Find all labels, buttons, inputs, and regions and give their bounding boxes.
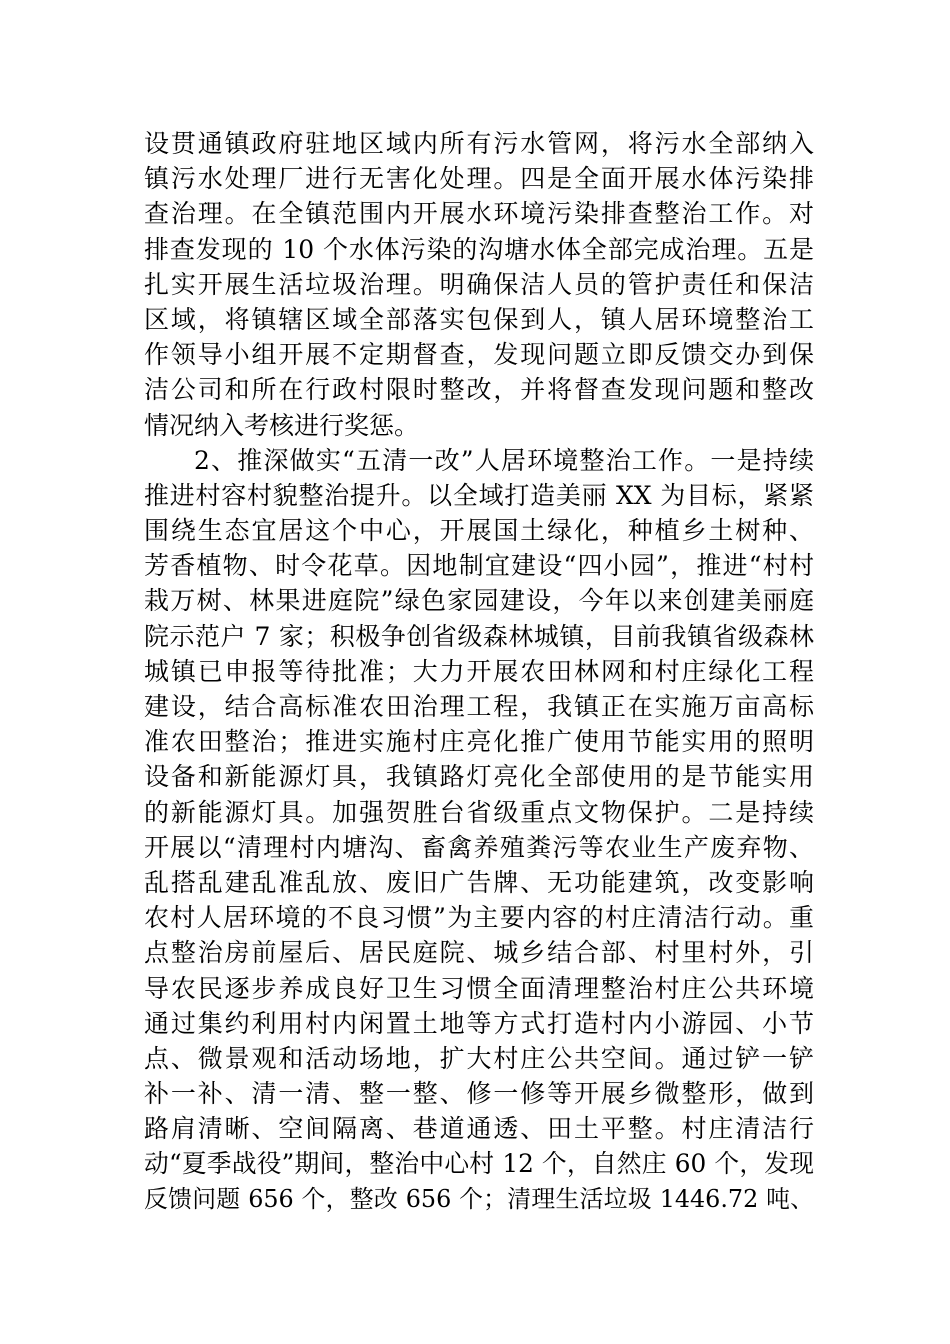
text-line: 点整治房前屋后、居民庭院、城乡结合部、村里村外，引: [144, 938, 814, 968]
text-line: 开展以“清理村内塘沟、畜禽养殖粪污等农业生产废弃物、: [144, 832, 814, 862]
text-line: 区域，将镇辖区域全部落实包保到人，镇人居环境整治工: [144, 304, 814, 334]
paragraph-end-line: 情况纳入考核进行奖惩。: [144, 410, 420, 440]
text-line: 点、微景观和活动场地，扩大村庄公共空间。通过铲一铲: [144, 1043, 814, 1073]
text-line: 建设，结合高标准农田治理工程，我镇正在实施万亩高标: [144, 692, 814, 721]
text-line: 洁公司和所在行政村限时整改，并将督查发现问题和整改: [144, 375, 814, 405]
text-line: 通过集约利用村内闲置土地等方式打造村内小游园、小节: [144, 1008, 814, 1038]
text-line: 扎实开展生活垃圾治理。明确保洁人员的管护责任和保洁: [144, 269, 814, 299]
text-line: 芳香植物、时令花草。因地制宜建设“四小园”，推进“村村: [144, 551, 814, 581]
text-line: 围绕生态宜居这个中心，开展国土绿化，种植乡土树种、: [144, 516, 814, 546]
body-text: [144, 126, 814, 1217]
text-line: 镇污水处理厂进行无害化处理。四是全面开展水体污染排: [144, 164, 814, 194]
text-line: 设备和新能源灯具，我镇路灯亮化全部使用的是节能实用: [144, 762, 814, 792]
text-line: 乱搭乱建乱准乱放、废旧广告牌、无功能建筑，改变影响: [144, 867, 814, 897]
text-line: 查治理。在全镇范围内开展水环境污染排查整治工作。对: [144, 199, 814, 229]
text-line: 城镇已申报等待批准；大力开展农田林网和村庄绿化工程: [144, 656, 814, 686]
text-line: 反馈问题 656 个，整改 656 个；清理生活垃圾 1446.72 吨、: [144, 1184, 814, 1213]
text-line: 准农田整治；推进实施村庄亮化推广使用节能实用的照明: [144, 727, 814, 757]
text-line: 栽万树、林果进庭院”绿色家园建设，今年以来创建美丽庭: [144, 586, 814, 616]
text-line: 作领导小组开展不定期督查，发现问题立即反馈交办到保: [144, 340, 814, 370]
text-line: 路肩清晰、空间隔离、巷道通透、田土平整。村庄清洁行: [144, 1114, 814, 1144]
paragraph-first-line: 2、推深做实“五清一改”人居环境整治工作。一是持续: [194, 445, 814, 475]
text-line: 补一补、清一清、整一整、修一修等开展乡微整形，做到: [144, 1079, 814, 1109]
text-line: 设贯通镇政府驻地区域内所有污水管网，将污水全部纳入: [144, 129, 814, 158]
text-line: 院示范户 7 家；积极争创省级森林城镇，目前我镇省级森林: [144, 621, 814, 651]
text-line: 农村人居环境的不良习惯”为主要内容的村庄清洁行动。重: [144, 903, 814, 933]
text-line: 的新能源灯具。加强贺胜台省级重点文物保护。二是持续: [144, 797, 814, 827]
text-line: 排查发现的 10 个水体污染的沟塘水体全部完成治理。五是: [144, 234, 814, 264]
text-line: 导农民逐步养成良好卫生习惯全面清理整治村庄公共环境: [144, 973, 814, 1003]
text-line: 动“夏季战役”期间，整治中心村 12 个，自然庄 60 个，发现: [144, 1149, 814, 1179]
text-line: 推进村容村貌整治提升。以全域打造美丽 XX 为目标，紧紧: [144, 480, 814, 510]
